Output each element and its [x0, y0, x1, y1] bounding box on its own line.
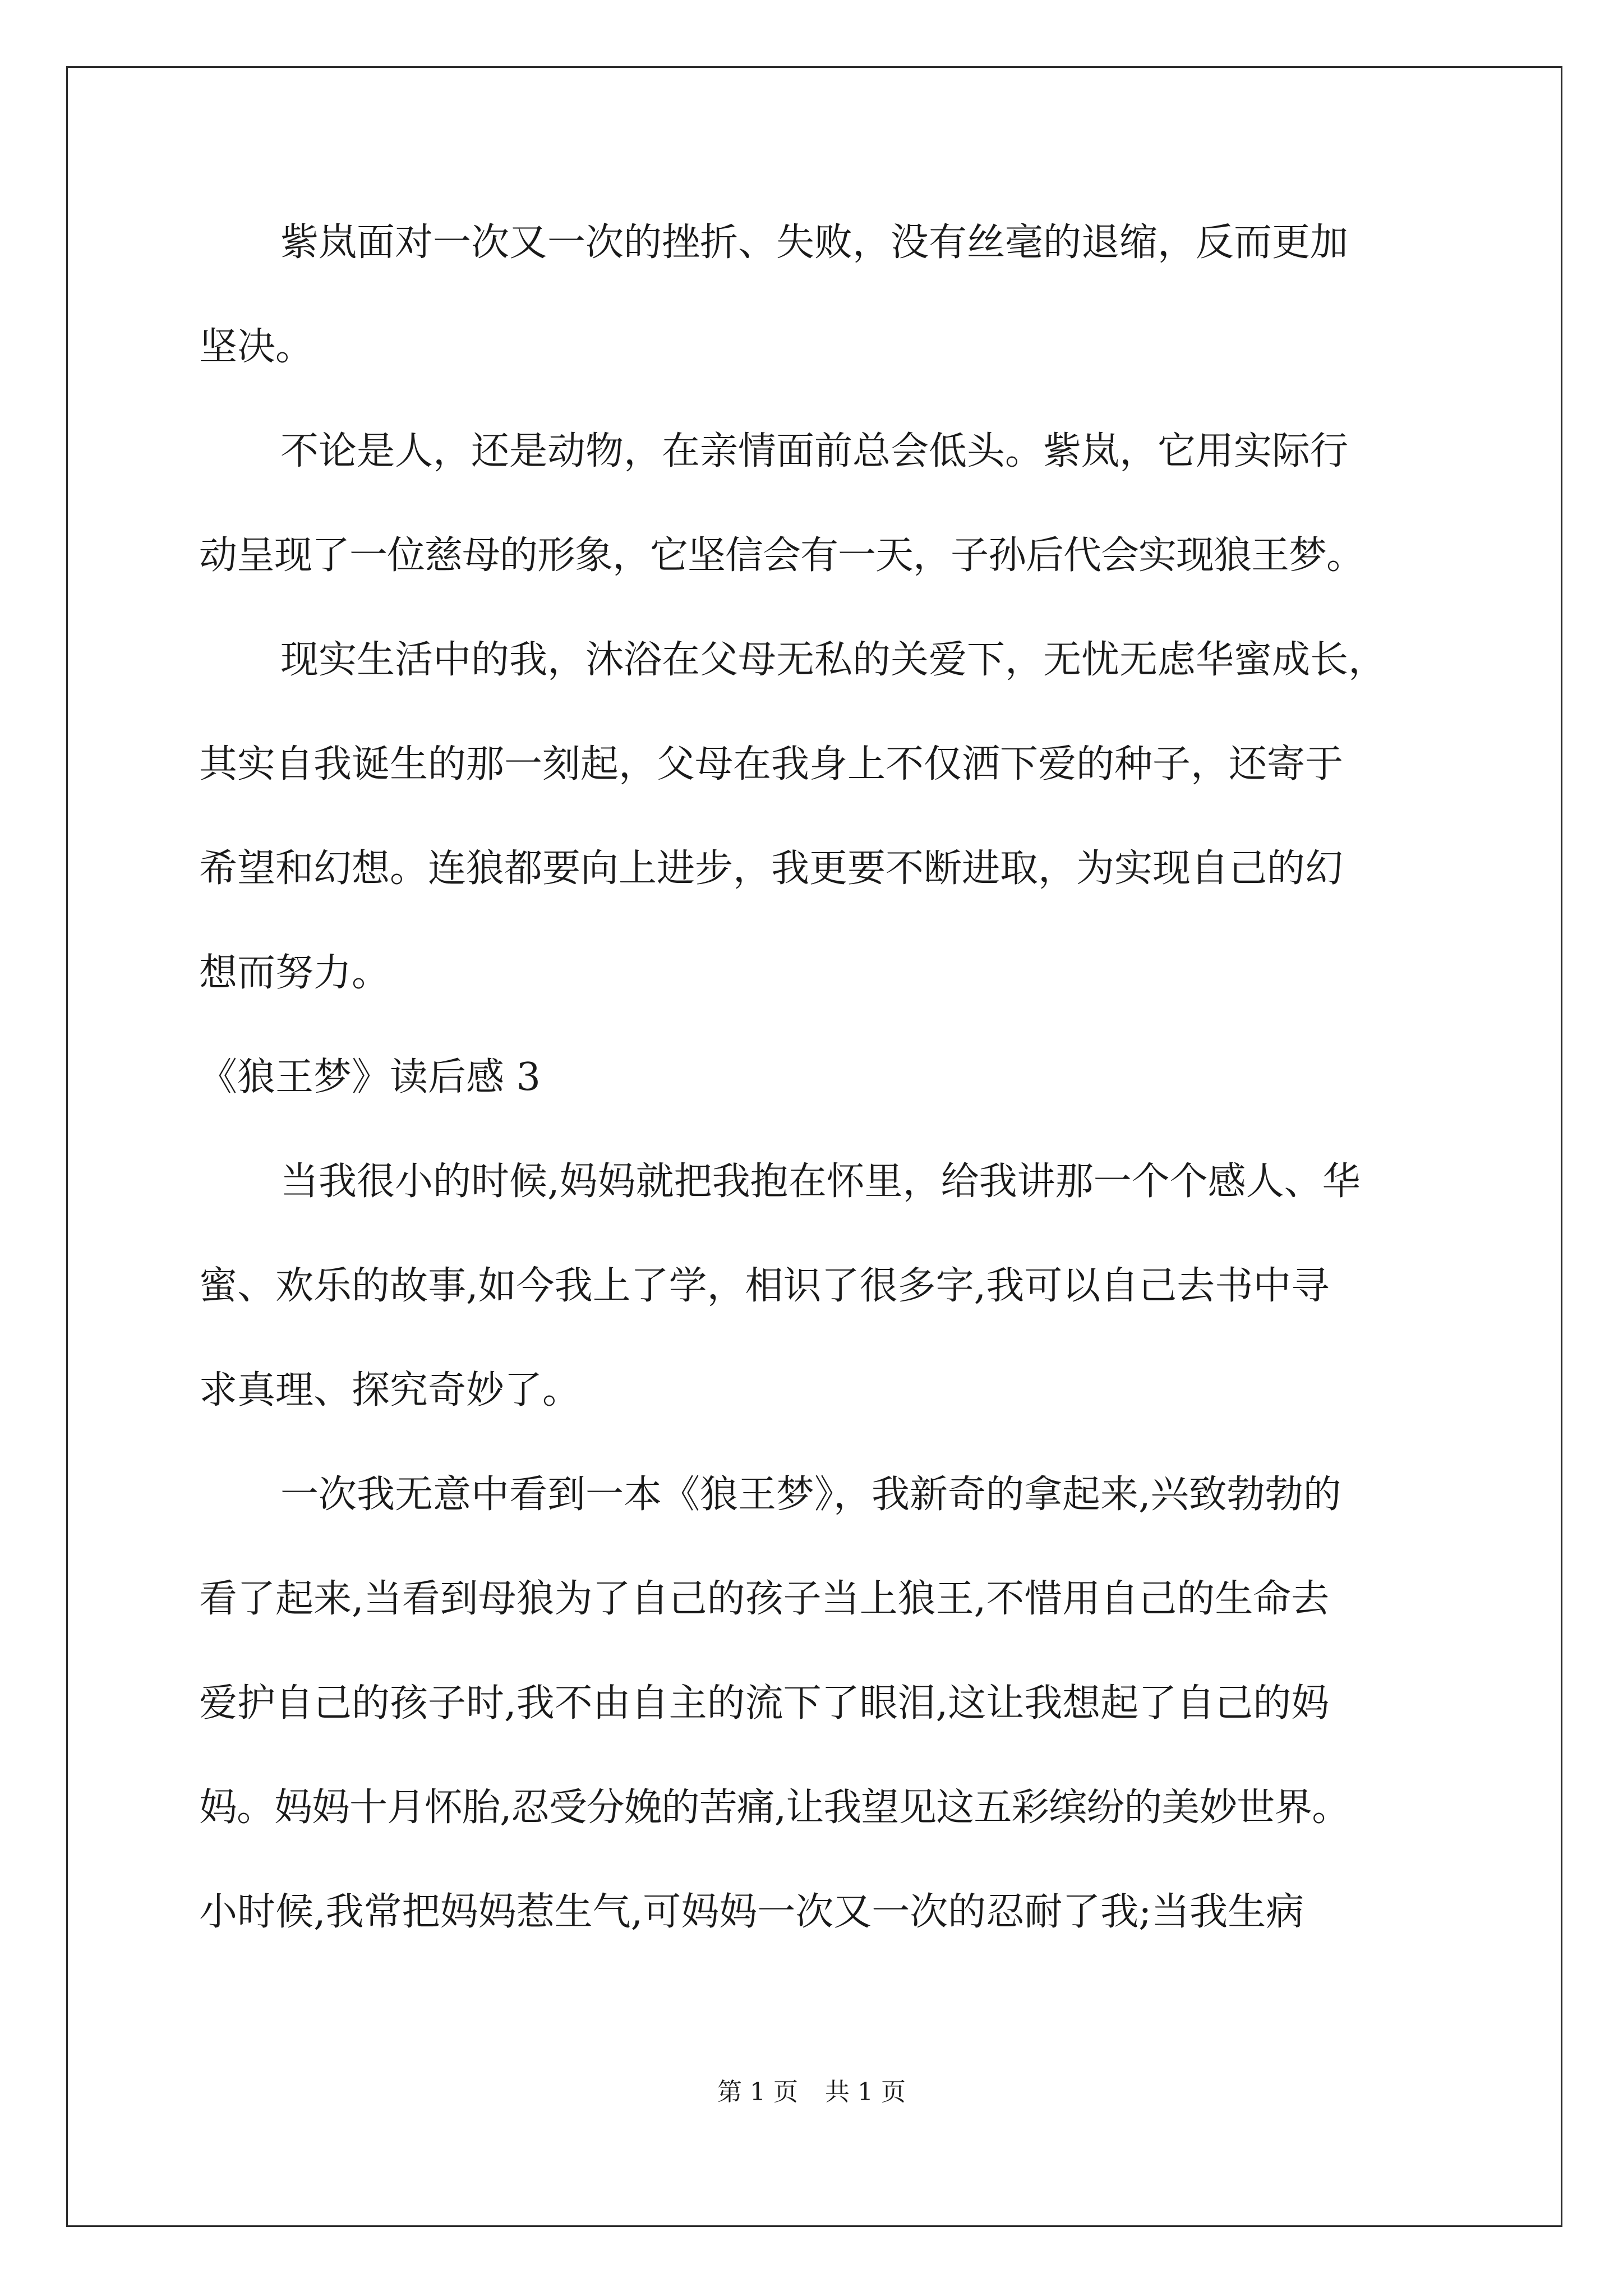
text-line: 想而努力。: [199, 951, 390, 995]
page-number: 第 1 页: [717, 2078, 798, 2106]
text-line: 看了起来,当看到母狼为了自己的孩子当上狼王,不惜用自己的生命去: [199, 1577, 1330, 1621]
text-line: 妈。妈妈十月怀胎,忍受分娩的苦痛,让我望见这五彩缤纷的美妙世界。: [199, 1786, 1350, 1830]
text-line: 一次我无意中看到一本《狼王梦》，我新奇的拿起来,兴致勃勃的: [280, 1473, 1341, 1517]
text-line: 其实自我诞生的那一刻起，父母在我身上不仅洒下爱的种子，还寄于: [199, 742, 1344, 786]
text-line: 现实生活中的我，沐浴在父母无私的关爱下，无忧无虑华蜜成长，: [280, 638, 1387, 682]
page-total: 共 1 页: [825, 2078, 906, 2106]
text-line: 希望和幻想。连狼都要向上进步，我更要不断进取，为实现自己的幻: [199, 846, 1344, 891]
text-line: 爱护自己的孩子时,我不由自主的流下了眼泪,这让我想起了自己的妈: [199, 1681, 1330, 1726]
text-line: 动呈现了一位慈母的形象，它坚信会有一天，子孙后代会实现狼王梦。: [199, 533, 1364, 578]
section-heading: 《狼王梦》读后感 3: [199, 1055, 541, 1099]
document-body: [199, 191, 1433, 1964]
text-line: 求真理、探究奇妙了。: [199, 1368, 581, 1412]
text-line: 小时候,我常把妈妈惹生气,可妈妈一次又一次的忍耐了我;当我生病: [199, 1890, 1304, 1934]
text-line: 紫岚面对一次又一次的挫折、失败，没有丝毫的退缩，反而更加: [280, 220, 1349, 265]
text-line: 坚决。: [199, 325, 314, 369]
text-line: 蜜、欢乐的故事,如今我上了学，相识了很多字,我可以自己去书中寻: [199, 1264, 1330, 1308]
text-line: 当我很小的时候,妈妈就把我抱在怀里，给我讲那一个个感人、华: [280, 1159, 1361, 1204]
text-line: 不论是人，还是动物，在亲情面前总会低头。紫岚，它用实际行: [280, 429, 1349, 473]
page-footer: [0, 2076, 1623, 2109]
